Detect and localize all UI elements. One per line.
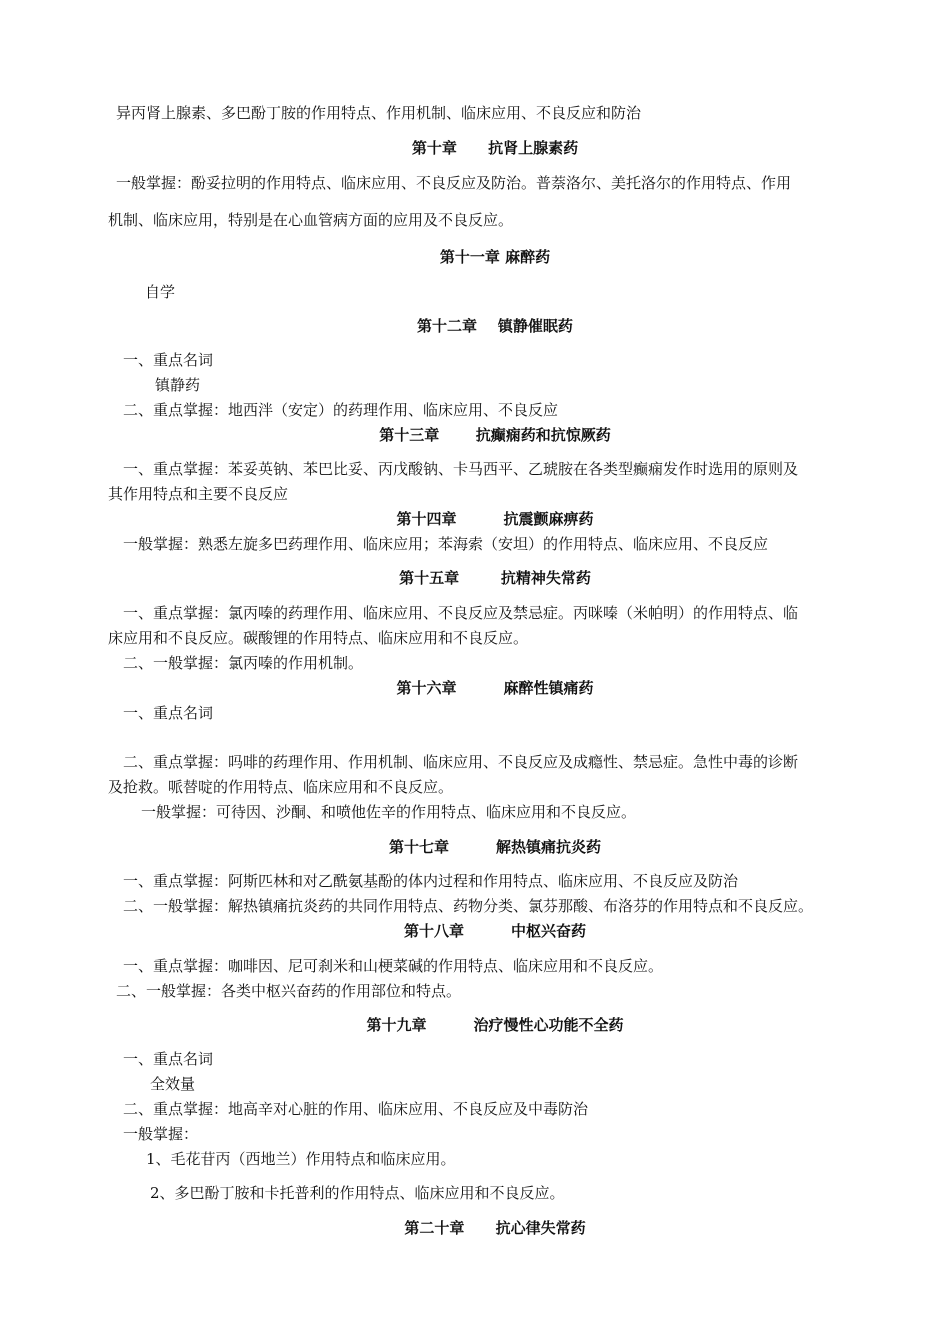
chapter-heading: 第十一章 麻醉药 — [439, 248, 551, 266]
body-line: 床应用和不良反应。碳酸锂的作用特点、临床应用和不良反应。 — [108, 629, 529, 647]
body-line: 二、重点掌握：地高辛对心脏的作用、临床应用、不良反应及中毒防治 — [123, 1100, 589, 1118]
body-line: 镇静药 — [155, 376, 201, 394]
body-line: 机制、临床应用，特别是在心血管病方面的应用及不良反应。 — [108, 211, 514, 229]
body-line: 二、一般掌握：各类中枢兴奋药的作用部位和特点。 — [116, 982, 462, 1000]
chapter-heading: 第十五章 抗精神失常药 — [399, 569, 591, 587]
chapter-heading: 第十八章 中枢兴奋药 — [403, 922, 586, 940]
body-line: 一、重点掌握：氯丙嗪的药理作用、临床应用、不良反应及禁忌症。丙咪嗪（米帕明）的作用特点、临 — [123, 604, 799, 622]
chapter-heading: 第二十章 抗心律失常药 — [404, 1219, 586, 1237]
body-line: 其作用特点和主要不良反应 — [108, 485, 289, 503]
chapter-heading: 第十章 抗肾上腺素药 — [411, 139, 579, 157]
body-line: 一、重点名词 — [123, 1050, 214, 1068]
body-line: 二、重点掌握：地西泮（安定）的药理作用、临床应用、不良反应 — [123, 401, 559, 419]
body-line: 1、毛花苷丙（西地兰）作用特点和临床应用。 — [146, 1150, 456, 1168]
body-line: 一、重点名词 — [123, 351, 214, 369]
chapter-heading: 第十四章 抗震颤麻痹药 — [396, 510, 594, 528]
body-line: 一、重点掌握：苯妥英钠、苯巴比妥、丙戊酸钠、卡马西平、乙琥胺在各类型癫痫发作时选用的原则及 — [123, 460, 799, 478]
body-line: 一、重点名词 — [123, 704, 214, 722]
chapter-heading: 第十九章 治疗慢性心功能不全药 — [366, 1016, 624, 1034]
body-line: 及抢救。哌替啶的作用特点、临床应用和不良反应。 — [108, 778, 454, 796]
body-line: 二、重点掌握：吗啡的药理作用、作用机制、临床应用、不良反应及成瘾性、禁忌症。急性中毒的诊断 — [123, 753, 799, 771]
body-line: 自学 — [145, 283, 176, 301]
chapter-heading: 第十二章 镇静催眠药 — [417, 317, 573, 335]
body-line: 二、一般掌握：解热镇痛抗炎药的共同作用特点、药物分类、氯芬那酸、布洛芬的作用特点和不良反应。 — [123, 897, 814, 915]
chapter-heading: 第十七章 解热镇痛抗炎药 — [388, 838, 601, 856]
body-line: 二、一般掌握：氯丙嗪的作用机制。 — [123, 654, 364, 672]
body-line: 全效量 — [150, 1075, 196, 1093]
chapter-heading: 第十六章 麻醉性镇痛药 — [396, 679, 594, 697]
body-line: 一、重点掌握：咖啡因、尼可刹米和山梗菜碱的作用特点、临床应用和不良反应。 — [123, 957, 664, 975]
body-line: 一般掌握：熟悉左旋多巴药理作用、临床应用；苯海索（安坦）的作用特点、临床应用、不良反应 — [123, 535, 769, 553]
body-line: 异丙肾上腺素、多巴酚丁胺的作用特点、作用机制、临床应用、不良反应和防治 — [116, 104, 642, 122]
chapter-heading: 第十三章 抗癫痫药和抗惊厥药 — [379, 426, 611, 444]
body-line: 一般掌握： — [123, 1125, 199, 1143]
body-line: 一、重点掌握：阿斯匹林和对乙酰氨基酚的体内过程和作用特点、临床应用、不良反应及防治 — [123, 872, 739, 890]
body-line: 一般掌握：酚妥拉明的作用特点、临床应用、不良反应及防治。普萘洛尔、美托洛尔的作用特点、作用 — [116, 174, 792, 192]
body-line: 一般掌握：可待因、沙酮、和喷他佐辛的作用特点、临床应用和不良反应。 — [141, 803, 637, 821]
body-line: 2、多巴酚丁胺和卡托普利的作用特点、临床应用和不良反应。 — [150, 1184, 565, 1202]
